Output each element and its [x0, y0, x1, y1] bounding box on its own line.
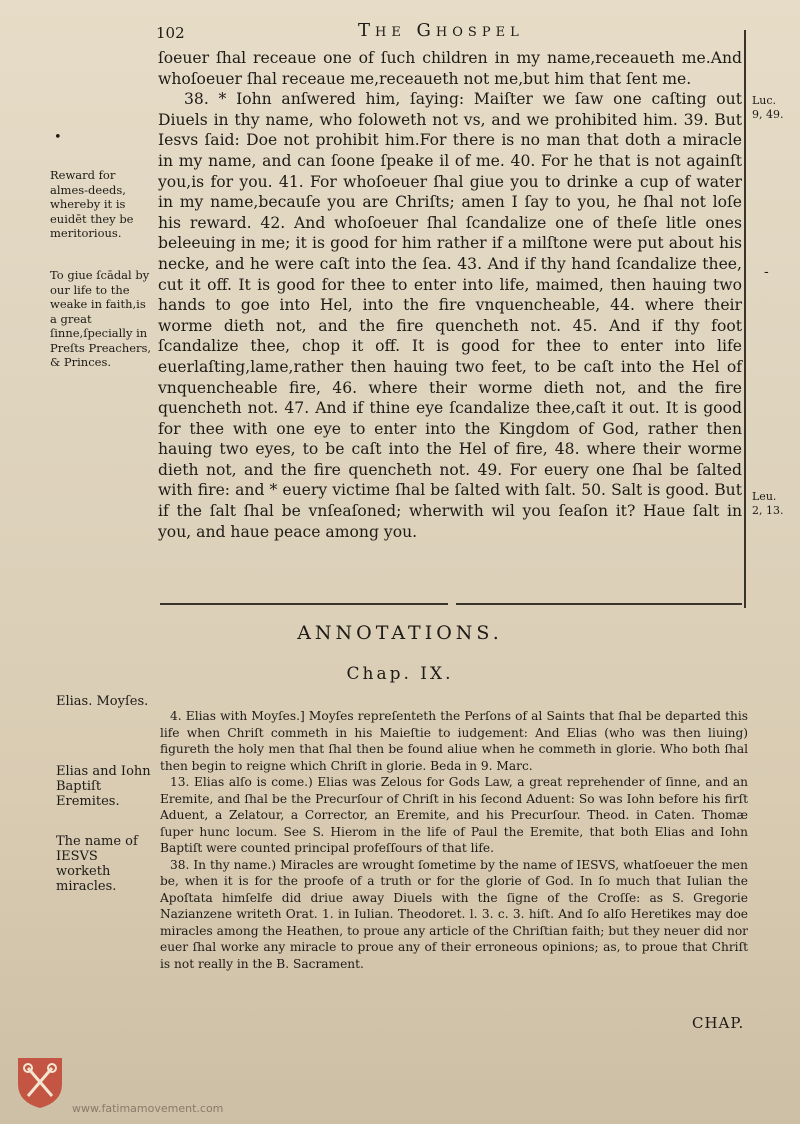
scripture-paragraph: 38. * Iohn anſwered him, ſaying: Maiſter we ſaw one caſting out Diuels in thy name, who foloweth not vs, and we prohibited him. 39. But Iesvs ſaid: Doe not prohibit him.For there is no man that doth a miracle in my name, and can ſoone ſpeake il of me. 40. For he that is not againſt you,is for you. 41. For whoſoeuer ſhal giue you to drinke a cup of water in my name,becauſe you are Chriſts; amen I ſay to you, he ſhal not loſe his reward. 42. And whoſoeuer ſhal ſcandalize one of theſe litle ones beleeuing in me; it is good for him rather if a milſtone were put about his necke, and he were caſt into the ſea. 43. And if thy hand ſcandalize thee, cut it off. It is good for thee to enter into life, maimed, then hauing two hands to goe into Hel, into the fire vnquencheable, 44. where their worme dieth not, and the fire quencheth not. 45. And if thy foot ſcandalize thee, chop it off. It is good for thee to enter into life euerlaſting,lame,rather then hauing two feet, to be caſt into the Hel of vnquencheable fire, 46. where their worme dieth not, and the fire quencheth not. 47. And if thine eye ſcandalize thee,caſt it out. It is good for thee with one eye to enter into the Kingdom of God, rather then hauing two eyes, to be caſt into the Hel of fire, 48. where their worme dieth not, and the fire quencheth not. 49. For euery one ſhal be ſalted with fire: and * euery victime ſhal be ſalted with ſalt. 50. Salt is good. But if the ſalt ſhal be vnſeaſoned; wherwith wil you ſeaſon it? Haue ſalt in you, and haue peace among you.	[158, 90, 742, 541]
running-title: The Ghospel	[358, 20, 524, 41]
annotation-paragraph: 4. Elias with Moyſes.] Moyſes repreſenteth the Perſons of al Saints that ſhal be departed this life when Chriſt commeth in his Maieſtie to iudgement: And Elias (who was then liuing) figureth the holy men that ſhal then be found aliue when he commeth in glorie. Who both ſhal then begin to reigne which Chriſt in glorie. Beda in 9. Marc.	[160, 709, 748, 773]
annotations-heading: ANNOTATIONS.	[297, 622, 503, 644]
column-rule	[744, 30, 746, 608]
chapter-heading: Chap. IX.	[346, 664, 454, 684]
papal-keys-logo-icon	[14, 1054, 66, 1110]
watermark-link[interactable]: www.fatimamovement.com	[72, 1102, 224, 1115]
page-number: 102	[156, 24, 185, 42]
annotation-margin-eremites: Elias and Iohn Baptiſt Eremites.	[56, 764, 151, 809]
margin-dash-mark: -	[764, 264, 769, 280]
annotation-text	[160, 708, 748, 972]
section-rule-right	[456, 603, 742, 605]
section-rule-left	[160, 603, 448, 605]
annotation-paragraph: 13. Elias alſo is come.) Elias was Zelous for Gods Law, a great reprehender of ſinne, and an Eremite, and ſhal be the Precurſour of Chriſt in his ſecond Aduent: So was Iohn before his firſt Aduent, a Zelatour, a Corrector, an Eremite, and his Precurſour. Theod. in Caten. Thomæ ſuper hunc locum. See S. Hierom in the life of Paul the Eremite, that both Elias and Iohn Baptiſt were counted principal profeſſours of that life.	[160, 775, 748, 855]
cross-reference-leviticus: Leu. 2, 13.	[752, 490, 784, 517]
scripture-text	[158, 48, 742, 542]
catchword: CHAP.	[692, 1014, 745, 1032]
margin-note-reward: Reward for almes-deeds, whereby it is euidēt they be meritorious.	[50, 168, 134, 240]
margin-note-scandal: To giue ſcādal by our life to the weake in faith,is a great ſinne,ſpecially in Preſts Preachers, & Princes.	[50, 268, 152, 369]
annotation-margin-elias: Elias. Moyſes.	[56, 694, 149, 709]
cross-reference-luke: Luc. 9, 49.	[752, 94, 784, 121]
annotation-paragraph: 38. In thy name.) Miracles are wrought ſometime by the name of IESVS, whatſoeuer the men be, when it is for the proofe of a truth or for the glorie of God. In ſo much that Iulian the Apoſtata himſelfe did driue away Diuels with the ſigne of the Croſſe: as S. Gregorie Nazianzene writeth Orat. 1. in Iulian. Theodoret. l. 3. c. 3. hiſt. And ſo alſo Heretikes may doe miracles among the Heathen, to proue any article of the Chriſtian faith; but they neuer did nor euer ſhal worke any miracle to proue any of their erroneous opinions; as, to proue that Chriſt is not really in the B. Sacrament.	[160, 857, 748, 971]
scripture-paragraph: ſoeuer ſhal receaue one of ſuch children in my name,receaueth me.And whoſoeuer ſhal receaue me,receaueth not me,but him that ſent me.	[158, 49, 742, 88]
margin-star-mark: •	[54, 130, 62, 145]
annotation-margin-name-of-jesus: The name of IESVS worketh miracles.	[56, 834, 138, 894]
